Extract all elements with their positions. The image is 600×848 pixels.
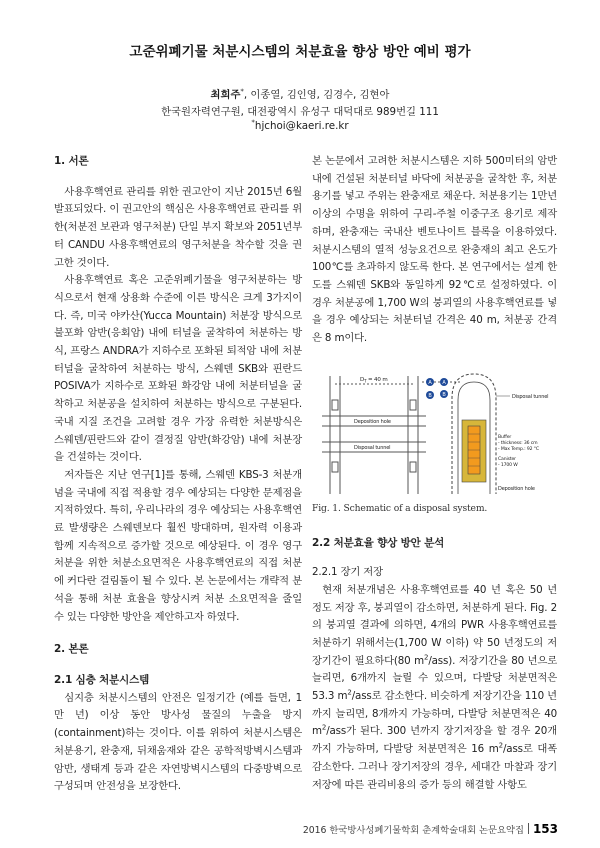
detail-hole-label: Deposition hole (498, 485, 535, 492)
left-column (54, 153, 302, 796)
figure-caption: Fig. 1. Schematic of a disposal system. (312, 502, 488, 514)
max-temp-label: - Max Temp.: 92 °C (498, 446, 539, 452)
disposal-schematic (312, 368, 557, 500)
right-column (312, 153, 557, 794)
page-footer (303, 822, 558, 836)
affiliation: 한국원자력연구원, 대전광역시 유성구 대덕대로 989번길 111 (161, 106, 439, 118)
hole-block (332, 400, 338, 410)
canister-power: - 1700 W (498, 462, 518, 468)
paper-title: 고준위폐기물 처분시스템의 처분효율 향상 방안 예비 평가 (129, 44, 471, 60)
intro-paragraph-1: 사용후핵연료 관리를 위한 권고안이 지난 2015년 6월 발표되었다. 이 권고안의 핵심은 사용후핵연료 관리를 위한(처분전 보관과 영구처분) 단일 부지 확보와 2051년부터 CANDU 사용후핵연료의 영구처분을 착수할 것을 권고한 것이다. (54, 185, 303, 269)
co-authors: , 이종열, 김인영, 김경수, 김현아 (243, 89, 390, 101)
hole-block (332, 462, 338, 472)
hole-block (410, 462, 416, 472)
section-2-1-paragraph: 심지층 처분시스템의 안전은 일정기간 (예를 들면, 1만 년) 이상 동안 방사성 물질의 누출을 방지(containment)하는 것이다. 이를 위하여 처분시스템은 처분용기, 완충재, 뒤채움재와 같은 공학적방벽시스템과 암반, 생태계 등과 같은 자연방벽시스템의 다중방벽으로 구성되며 안전성을 보장한다. (54, 691, 302, 793)
buffer-label: Buffer (498, 434, 512, 440)
intro-paragraph-3: 저자들은 지난 연구[1]를 통해, 스웨덴 KBS-3 처분개념을 국내에 직접 적용할 경우 예상되는 다양한 문제점을 지적하였다. 특히, 우리나라의 경우 예상되는 사용후핵연료 발생량은 스웨덴보다 훨씬 방대하며, 원자력 이용과 함께 지속적으로 증가할 것으로 예상된다. 이 경우 영구처분을 위한 처분소요면적은 사용후핵연료의 직접 처분에 커다란 걸림돌이 될 수 있다. 본 논문에서는 개략적 분석을 통해 처분 효율을 향상시켜 처분 소요면적을 줄일 수 있는 다양한 방안을 제안하고자 하였다. (54, 468, 302, 623)
subsection-heading-2-2-1: 2.2.1 장기 저장 (312, 566, 383, 579)
corresponding-mark: * (240, 87, 244, 96)
dimension-label: $D_T = 40$ m (360, 376, 388, 384)
svg-text:B: B (428, 392, 432, 399)
intro-paragraph-2: 사용후핵연료 혹은 고준위폐기물을 영구처분하는 방식으로서 현재 상용화 수준에 이른 방식은 크게 3가지이다. 즉, 미국 야카산(Yucca Mountain) 처분장 방식으로 불포화 암반(응회암) 내에 터널을 굴착하여 처분하는 방식, 프랑스 ANDRA가 지하수로 포화된 퇴적암 내에 처분터널을 굴착하여 처분하는 방식, 스웨덴 SKB와 핀란드 POSIVA가 지하수로 포화된 화강암 내에 처분터널을 굴착하고 처분공을 설치하여 처분하는 방식으로 구분된다. 국내 지질 조건을 고려할 경우 가장 유력한 처분방식은 스웨덴/핀란드와 같이 결정질 암반(화강암) 내에 처분장을 건설하는 것이다. (54, 274, 302, 464)
section-heading-body: 2. 본론 (54, 643, 89, 656)
svg-text:A: A (428, 379, 432, 386)
figure-1 (312, 368, 557, 500)
hole-block (410, 400, 416, 410)
deposition-detail (440, 374, 548, 494)
lead-author: 최희주 (210, 89, 241, 101)
section-2-2-1-paragraph: 현재 처분개념은 사용후핵연료를 40 년 혹은 50 년 정도 저장 후, 붕괴열이 감소하면, 처분하게 된다. Fig. 2의 붕괴열 결과에 의하면, 4개의 PWR 사용후핵연료를 처분하기 위해서는(1,700 W 이하) 약 50 년정도의 저장기간이 필요하다(80 $m^2/ass$). 저장기간을 80 년으로 늘리면, 6개까지 늘릴 수 있으며, 다발당 처분면적은 53.3 $m^2$/ass로 감소한다. 비슷하게 저장기간을 110 년까지 늘리면, 8개까지 가능하며, 다발당 처분면적은 40 $m^2$/ass가 된다. 300 년까지 장기저장을 할 경우 20개까지 가능하며, 다발당 처분면적은 16 $m^2$/ass로 대폭 감소한다. 그러나 장기저장의 경우, 세대간 마찰과 장기저장에 따른 관리비용의 증가 등의 해결할 사항도 (312, 583, 558, 791)
section-heading-intro: 1. 서론 (54, 155, 89, 167)
canister-label: Canister (498, 456, 516, 462)
svg-text:B: B (442, 391, 446, 398)
footer-divider (528, 823, 529, 834)
author-list (0, 86, 600, 101)
disposal-tunnel-label: Disposal tunnel (354, 444, 391, 451)
svg-text:A: A (442, 379, 446, 386)
email: *hjchoi@kaeri.re.kr (251, 118, 349, 132)
page-number: 153 (532, 822, 558, 836)
detail-tunnel-label: Disposal tunnel (512, 393, 549, 400)
right-paragraph-1: 본 논문에서 고려한 처분시스템은 지하 500미터의 암반 내에 건설된 처분터널 바닥에 처분공을 굴착한 후, 처분용기를 넣고 주위는 완충재로 채운다. 처분용기는 1만년 이상의 수명을 위하여 구리-주철 이중구조 용기로 제작하며, 완충재는 국내산 벤토나이트 블록을 이용하였다. 처분시스템의 열적 성능요건으로 완충재의 최고 온도가 100℃를 초과하지 않도록 한다. 본 연구에서는 설계 한도를 스웨덴 SKB와 동일하게 92℃로 설정하였다. 이 경우 처분공에 1,700 W의 붕괴열의 사용후핵연료를 넣을 경우 예상되는 처분터널 간격은 40 m, 처분공 간격은 8 m이다. (312, 155, 557, 345)
subsection-heading-2-1: 2.1 심층 처분시스템 (54, 673, 150, 686)
deposition-hole-label: Deposition hole (354, 418, 391, 425)
conference-name: 2016 한국방사성폐기물학회 춘계학술대회 논문요약집 (302, 825, 524, 836)
thickness-label: - thickness: 36 cm (498, 440, 538, 446)
subsection-heading-2-2: 2.2 처분효율 향상 방안 분석 (312, 537, 445, 550)
